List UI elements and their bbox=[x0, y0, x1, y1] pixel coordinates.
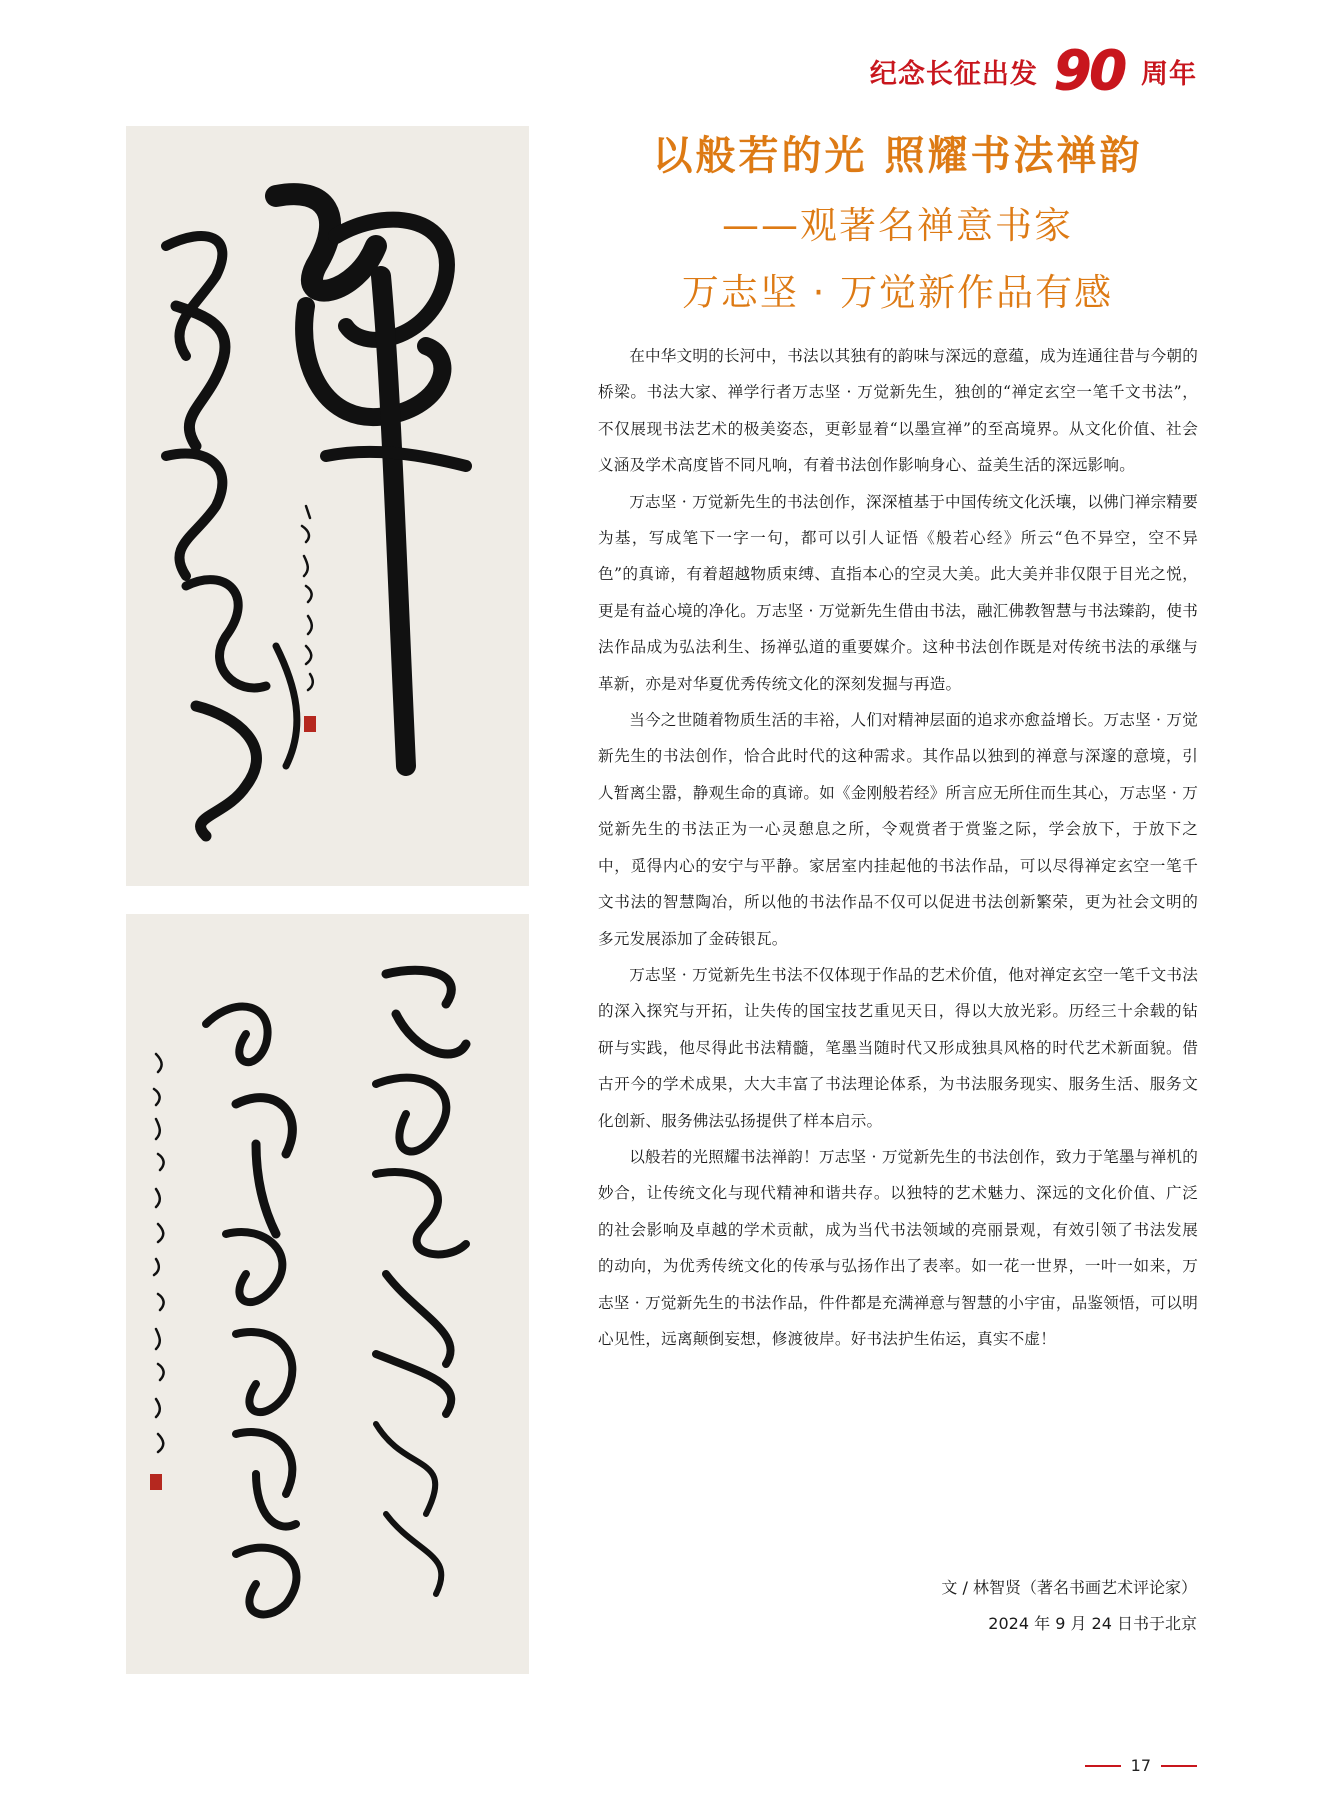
paragraph: 万志坚 · 万觉新先生的书法创作，深深植基于中国传统文化沃壤，以佛门禅宗精要为基，写成笔下一字一句，都可以引人证悟《般若心经》所云“色不异空，空不异色”的真谛，有着超越物质束缚、直指本心的空灵大美。此大美并非仅限于目光之悦，更是有益心境的净化。万志坚 · 万觉新先生借由书法，融汇佛教智慧与书法臻韵，使书法作品成为弘法利生、扬禅弘道的重要媒介。这种书法创作既是对传统书法的承继与革新，亦是对华夏优秀传统文化的深刻发掘与再造。 bbox=[598, 492, 1198, 693]
article-body bbox=[598, 338, 1198, 1357]
header-prefix: 纪念长征出发 bbox=[869, 58, 1038, 90]
author-signature: 文 / 林智贤（著名书画艺术评论家） bbox=[941, 1578, 1197, 1597]
header-suffix: 周年 bbox=[1141, 58, 1197, 90]
page-footer bbox=[1085, 1756, 1197, 1775]
footer-rule-left bbox=[1085, 1765, 1121, 1767]
anniversary-header bbox=[869, 39, 1197, 102]
header-number: 90 bbox=[1053, 39, 1125, 102]
article-title: 以般若的光 照耀书法禅韵 bbox=[652, 132, 1143, 179]
article-subtitle-line1: ——观著名禅意书家 bbox=[722, 204, 1073, 247]
footer-rule-right bbox=[1161, 1765, 1197, 1767]
paragraph: 万志坚 · 万觉新先生书法不仅体现于作品的艺术价值，他对禅定玄空一笔千文书法的深入探究与开拓，让失传的国宝技艺重见天日，得以大放光彩。历经三十余载的钻研与实践，他尽得此书法精髓，笔墨当随时代又形成独具风格的时代艺术新面貌。借古开今的学术成果，大大丰富了书法理论体系，为书法服务现实、服务生活、服务文化创新、服务佛法弘扬提供了样本启示。 bbox=[598, 965, 1198, 1130]
calligraphy-artwork-1 bbox=[126, 126, 529, 886]
calligraphy-strokes-2 bbox=[126, 914, 529, 1674]
paragraph: 在中华文明的长河中，书法以其独有的韵味与深远的意蕴，成为连通往昔与今朝的桥梁。书法大家、禅学行者万志坚 · 万觉新先生，独创的“禅定玄空一笔千文书法”，不仅展现书法艺术的极美姿态，更彰显着“以墨宣禅”的至高境界。从文化价值、社会义涵及学术高度皆不同凡响，有着书法创作影响身心、益美生活的深远影响。 bbox=[598, 347, 1198, 475]
calligraphy-artwork-2 bbox=[126, 914, 529, 1674]
paragraph: 当今之世随着物质生活的丰裕，人们对精神层面的追求亦愈益增长。万志坚 · 万觉新先生的书法创作，恰合此时代的这种需求。其作品以独到的禅意与深邃的意境，引人暂离尘嚣，静观生命的真谛。如《金刚般若经》所言应无所住而生其心，万志坚 · 万觉新先生的书法正为一心灵憩息之所，令观赏者于赏鉴之际，学会放下，于放下之中，觅得内心的安宁与平静。家居室内挂起他的书法作品，可以尽得禅定玄空一笔千文书法的智慧陶冶，所以他的书法作品不仅可以促进书法创新繁荣，更为社会文明的多元发展添加了金砖银瓦。 bbox=[598, 711, 1198, 948]
article-subtitle-line2: 万志坚 · 万觉新作品有感 bbox=[681, 271, 1114, 314]
calligraphy-strokes-1 bbox=[126, 126, 529, 886]
page-number: 17 bbox=[1130, 1756, 1151, 1775]
paragraph: 以般若的光照耀书法禅韵！万志坚 · 万觉新先生的书法创作，致力于笔墨与禅机的妙合，让传统文化与现代精神和谐共存。以独特的艺术魅力、深远的文化价值、广泛的社会影响及卓越的学术贡献，成为当代书法领域的亮丽景观，有效引领了书法发展的动向，为优秀传统文化的传承与弘扬作出了表率。如一花一世界，一叶一如来，万志坚 · 万觉新先生的书法作品，件件都是充满禅意与智慧的小宇宙，品鉴领悟，可以明心见性，远离颠倒妄想，修渡彼岸。好书法护生佑运，真实不虚！ bbox=[598, 1147, 1198, 1348]
date-signature: 2024 年 9 月 24 日书于北京 bbox=[988, 1614, 1197, 1633]
